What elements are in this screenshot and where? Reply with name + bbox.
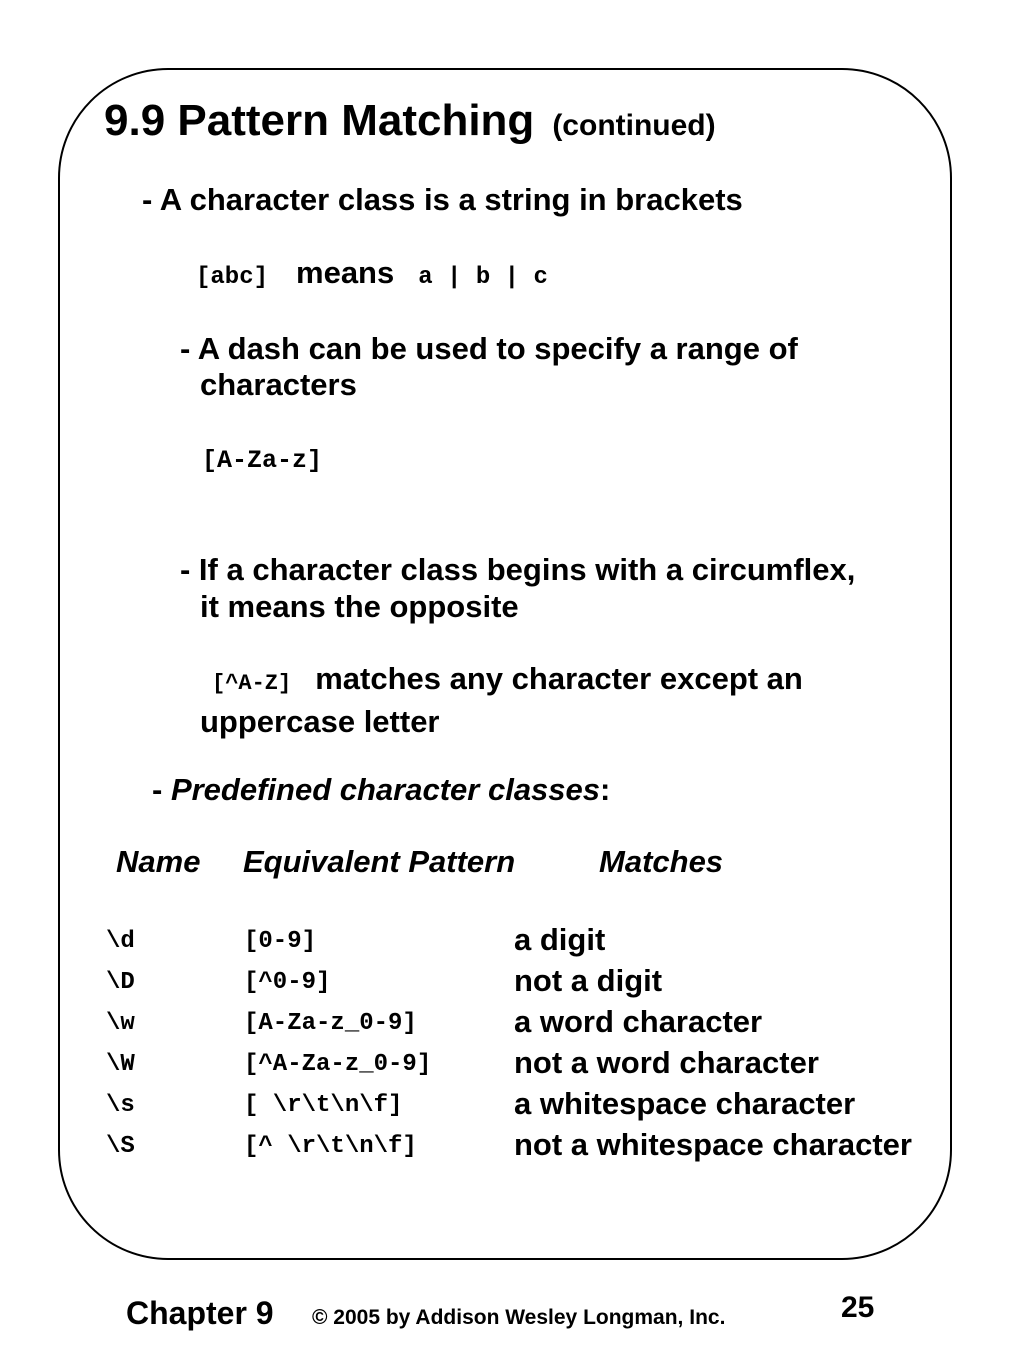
- row-matches: a word character: [514, 1004, 763, 1039]
- row-matches: not a digit: [514, 963, 663, 998]
- bullet-predefined: [152, 772, 610, 808]
- footer-copyright: © 2005 by Addison Wesley Longman, Inc.: [312, 1306, 726, 1329]
- example-abc: [196, 255, 548, 291]
- bullet-character-class: - A character class is a string in brackets: [142, 182, 743, 217]
- example-negated-code: [^A-Z]: [212, 671, 292, 696]
- bullet-circumflex-line2: it means the opposite: [200, 589, 519, 624]
- example-abc-alternation: a | b | c: [418, 264, 548, 291]
- row-name: \W: [106, 1051, 135, 1078]
- row-pattern: [^ \r\t\n\f]: [244, 1133, 417, 1160]
- table-row: [0, 963, 1024, 1004]
- example-negated-text-line2: uppercase letter: [200, 704, 440, 739]
- title-text: 9.9 Pattern Matching: [104, 96, 535, 145]
- example-negated-text-line1: matches any character except an: [315, 661, 803, 696]
- row-name: \d: [106, 928, 135, 955]
- row-matches: a digit: [514, 922, 606, 957]
- example-range-code: [A-Za-z]: [202, 446, 323, 475]
- footer-chapter: Chapter 9: [126, 1295, 274, 1331]
- bullet-dash-range-line1: - A dash can be used to specify a range of: [180, 331, 798, 366]
- bullet-predefined-colon: :: [600, 772, 611, 807]
- bullet-circumflex: [180, 551, 855, 625]
- row-matches: not a whitespace character: [514, 1127, 912, 1162]
- example-abc-code: [abc]: [196, 264, 269, 291]
- slide-title: [104, 96, 716, 146]
- row-pattern: [A-Za-z_0-9]: [244, 1010, 417, 1037]
- table-header-name: Name: [116, 844, 201, 879]
- row-name: \D: [106, 969, 135, 996]
- row-name: \w: [106, 1010, 135, 1037]
- example-negated: [200, 660, 803, 741]
- table-row: [0, 1127, 1024, 1168]
- bullet-predefined-dash: -: [152, 772, 171, 807]
- bullet-predefined-label: Predefined character classes: [170, 772, 601, 807]
- row-pattern: [0-9]: [244, 928, 317, 955]
- row-pattern: [^A-Za-z_0-9]: [244, 1051, 432, 1078]
- table-header-matches: Matches: [599, 844, 724, 879]
- table-row: [0, 1004, 1024, 1045]
- table-header-pattern: Equivalent Pattern: [243, 844, 516, 879]
- bullet-circumflex-line1: - If a character class begins with a circumflex,: [180, 552, 856, 587]
- row-pattern: [^0-9]: [244, 969, 331, 996]
- bullet-dash-range: [180, 331, 798, 403]
- table-row: [0, 1045, 1024, 1086]
- bullet-dash-range-line2: characters: [200, 367, 357, 402]
- table-row: [0, 1086, 1024, 1127]
- title-suffix: (continued): [552, 109, 716, 142]
- row-name: \S: [106, 1133, 135, 1160]
- table-row: [0, 922, 1024, 963]
- row-matches: not a word character: [514, 1045, 819, 1080]
- footer-page-number: 25: [841, 1291, 875, 1324]
- row-name: \s: [106, 1092, 135, 1119]
- row-matches: a whitespace character: [514, 1086, 856, 1121]
- row-pattern: [ \r\t\n\f]: [244, 1092, 403, 1119]
- example-abc-word: means: [296, 255, 395, 290]
